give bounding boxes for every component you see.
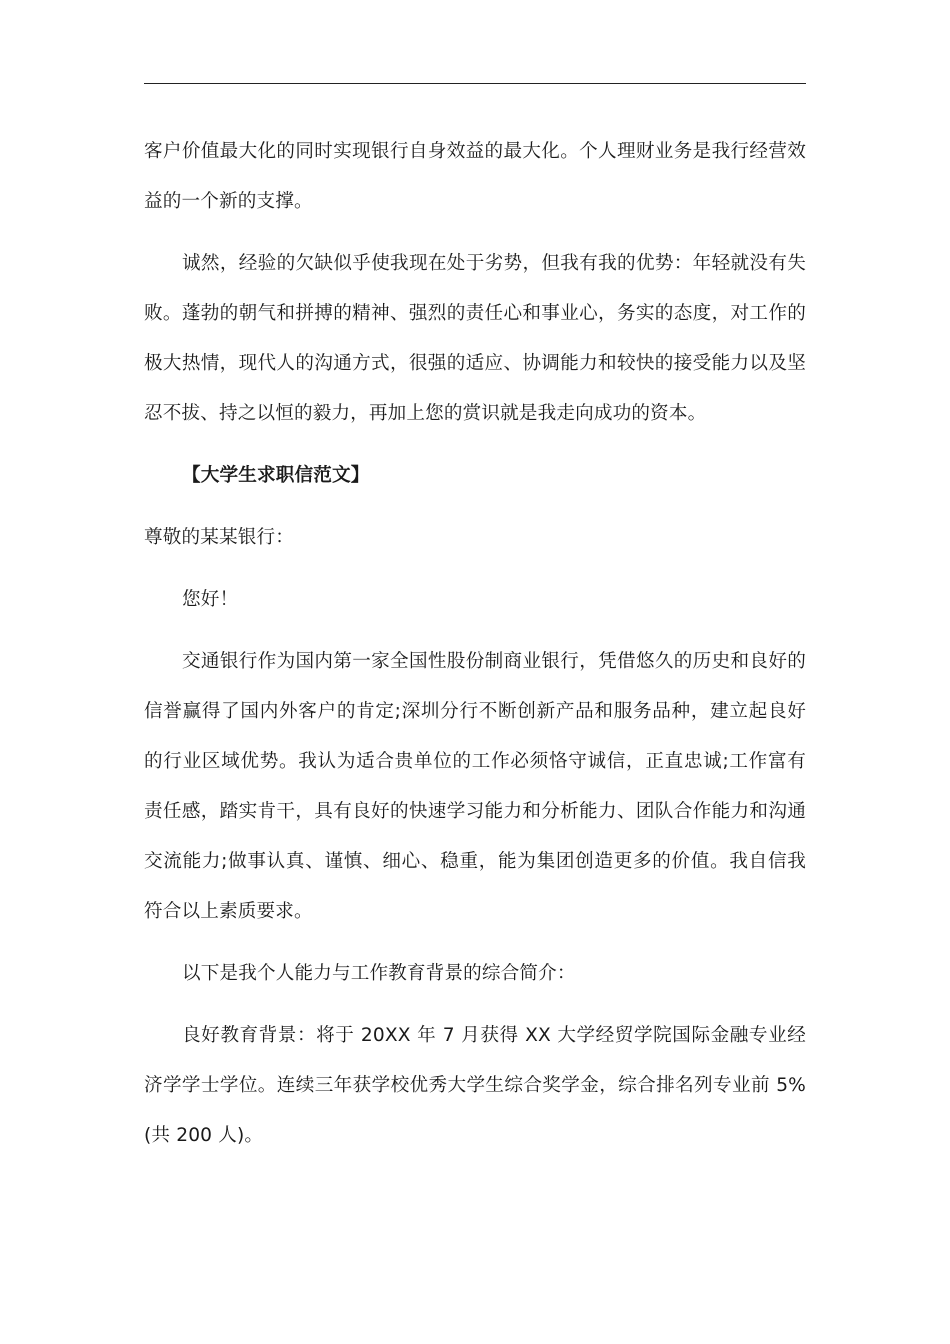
- section-heading: 【大学生求职信范文】: [182, 465, 370, 486]
- paragraph-education: 良好教育背景：将于 20XX 年 7 月获得 XX 大学经贸学院国际金融专业经济学学士学位。连续三年获学校优秀大学生综合奖学金，综合排名列专业前 5%(共 200 人)。: [144, 1025, 806, 1146]
- document-body: [144, 127, 806, 1173]
- greeting: 您好！: [182, 589, 239, 610]
- paragraph-continuation: 客户价值最大化的同时实现银行自身效益的最大化。个人理财业务是我行经营效益的一个新的支撑。: [144, 141, 806, 212]
- salutation: 尊敬的某某银行：: [144, 527, 294, 548]
- header-rule: [144, 83, 806, 84]
- paragraph-bank-intro: 交通银行作为国内第一家全国性股份制商业银行，凭借悠久的历史和良好的信誉赢得了国内外客户的肯定;深圳分行不断创新产品和服务品种，建立起良好的行业区域优势。我认为适合贵单位的工作必须恪守诚信，正直忠诚;工作富有责任感，踏实肯干，具有良好的快速学习能力和分析能力、团队合作能力和沟通交流能力;做事认真、谨慎、细心、稳重，能为集团创造更多的价值。我自信我符合以上素质要求。: [144, 651, 806, 922]
- paragraph-advantages: 诚然，经验的欠缺似乎使我现在处于劣势，但我有我的优势：年轻就没有失败。蓬勃的朝气和拼搏的精神、强烈的责任心和事业心，务实的态度，对工作的极大热情，现代人的沟通方式，很强的适应、协调能力和较快的接受能力以及坚忍不拔、持之以恒的毅力，再加上您的赏识就是我走向成功的资本。: [144, 253, 806, 424]
- paragraph-summary-intro: 以下是我个人能力与工作教育背景的综合简介：: [182, 963, 576, 984]
